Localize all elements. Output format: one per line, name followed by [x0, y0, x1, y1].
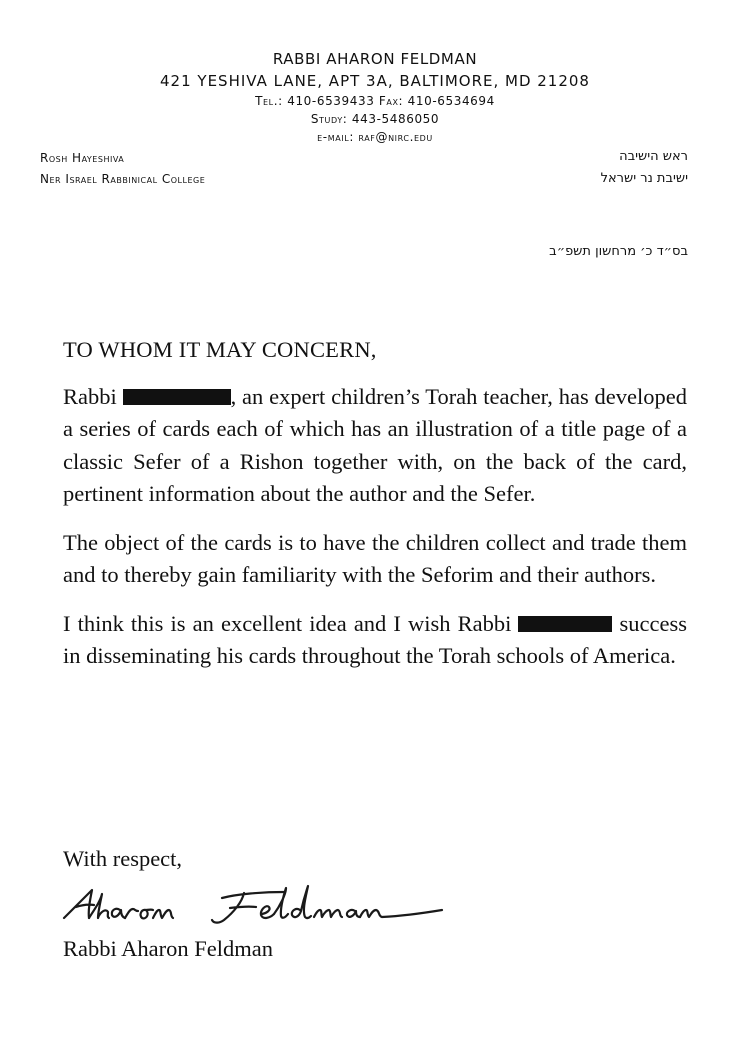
signature-image [62, 880, 444, 930]
paragraph-1-start: Rabbi [63, 383, 117, 409]
paragraph-3-rest: success in disseminating his cards throughout the Torah schools of America. [63, 610, 687, 668]
hebrew-date: בס״ד כ׳ מרחשון תשפ״ב [549, 244, 688, 259]
signer-name: Rabbi Aharon Feldman [63, 936, 273, 961]
letterhead-email: e-mail: raf@nirc.edu [317, 130, 433, 144]
letterhead-study: Study: 443-5486050 [310, 112, 440, 126]
letterhead-phone: Tel.: 410-6539433 Fax: 410-6534694 [255, 94, 495, 108]
closing: With respect, [63, 846, 183, 871]
paragraph-3-start: I think this is an excellent idea and I wish Rabbi [63, 610, 512, 636]
paragraph-3 [63, 608, 687, 673]
letterhead [0, 52, 750, 147]
title-hebrew [601, 146, 688, 190]
paragraph-1 [63, 381, 687, 511]
title-hebrew-position: ראש הישיבה [619, 149, 688, 164]
paragraph-2: The object of the cards is to have the children collect and trade them and to thereby gain familiarity with the Seforim and their authors. [63, 529, 687, 587]
paragraph-1-rest: , an expert children’s Torah teacher, has developed a series of cards each of which has an illustration of a title page of a classic Sefer of a Rishon together with, on the back of the card, pertinent information about the author and the Sefer. [63, 383, 688, 506]
title-english [40, 148, 205, 190]
letterhead-address: 421 YESHIVA LANE, APT 3A, BALTIMORE, MD 21208 [160, 72, 590, 90]
title-english-position: Rosh Hayeshiva [40, 151, 125, 165]
letterhead-name: RABBI AHARON FELDMAN [272, 50, 478, 68]
salutation: TO WHOM IT MAY CONCERN, [63, 337, 377, 362]
redacted-name-2 [518, 616, 612, 632]
title-english-institution: Ner Israel Rabbinical College [40, 172, 206, 186]
letter-body [63, 334, 687, 689]
redacted-name-1 [123, 389, 231, 405]
title-hebrew-institution: ישיבת נר ישראל [600, 171, 688, 186]
